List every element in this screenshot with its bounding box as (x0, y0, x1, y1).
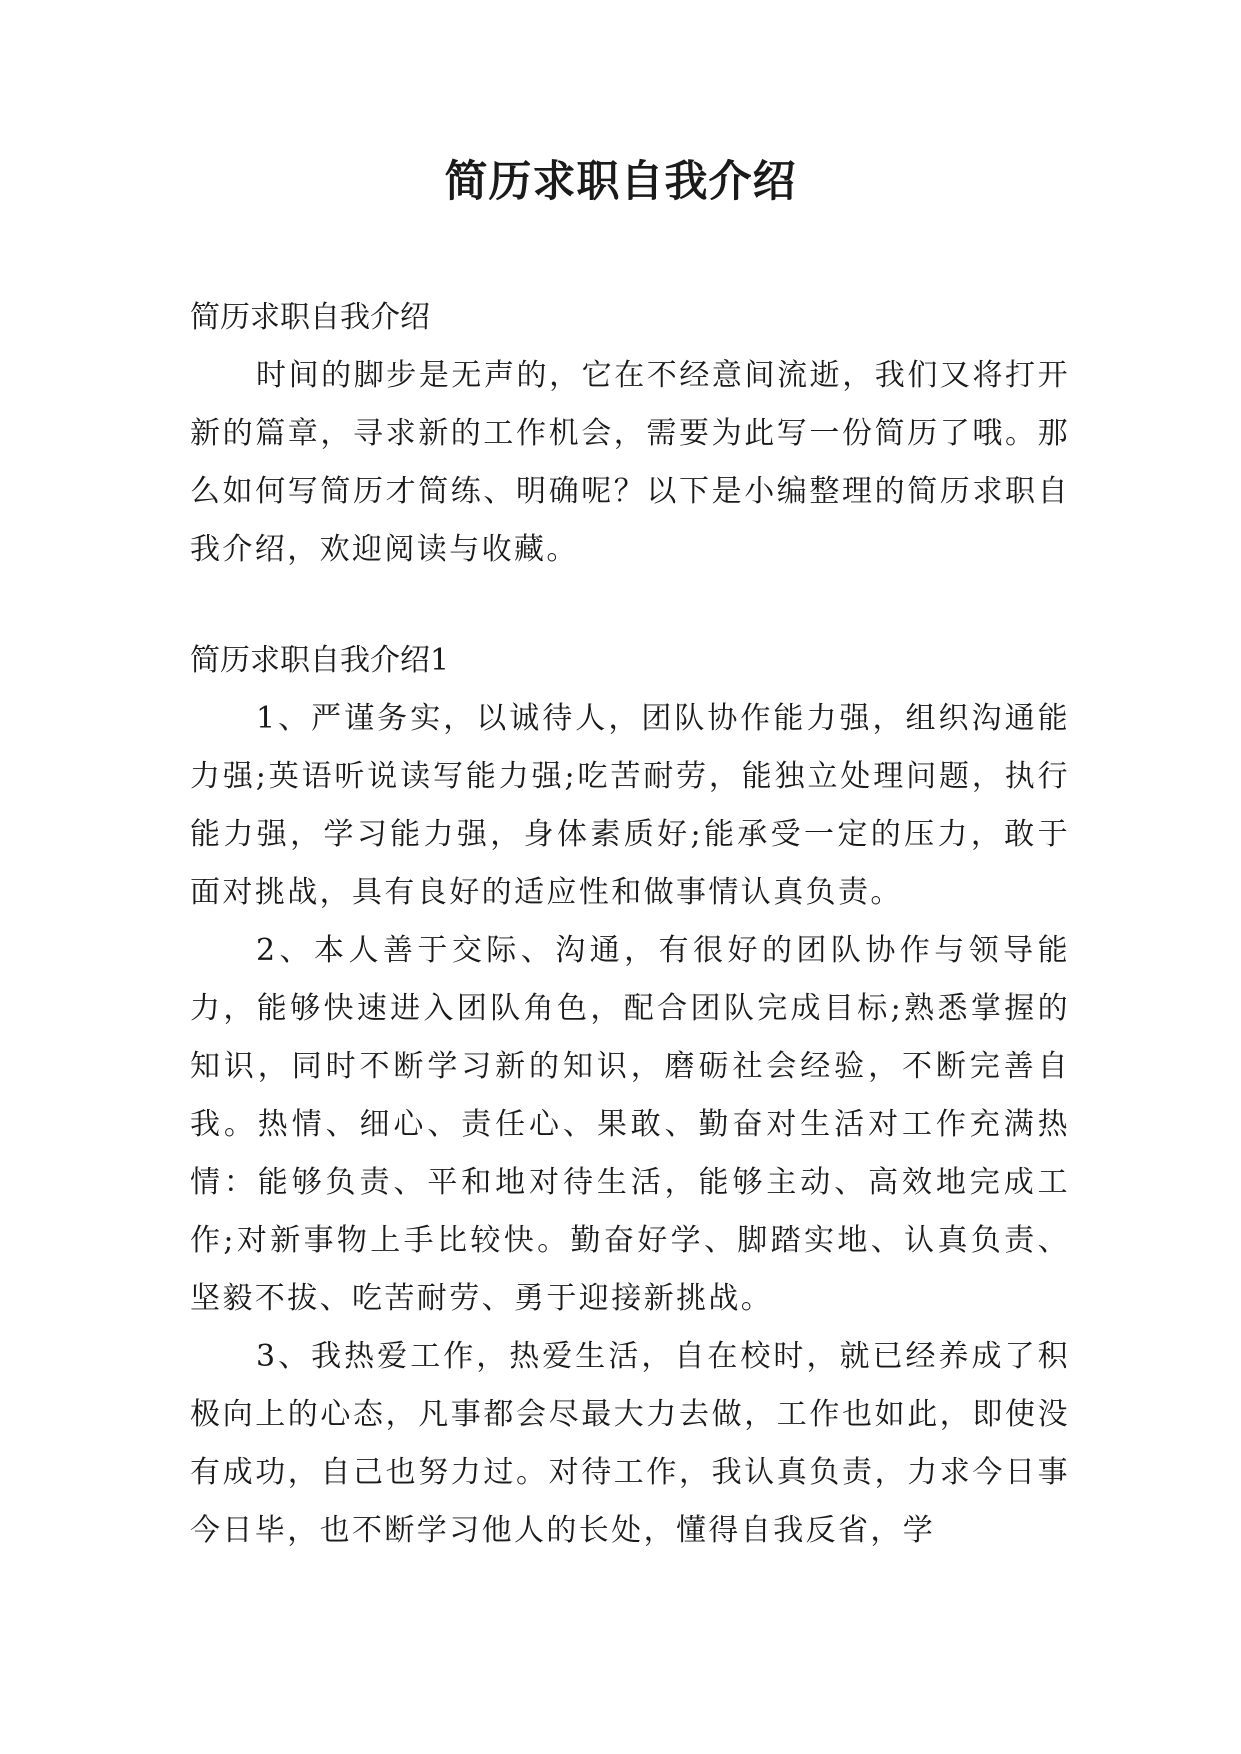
intro-paragraph: 时间的脚步是无声的，它在不经意间流逝，我们又将打开新的篇章，寻求新的工作机会，需要为此写一份简历了哦。那么如何写简历才简练、明确呢？以下是小编整理的简历求职自我介绍，欢迎阅读与收藏。 (190, 358, 1070, 567)
section-1-item-2: 2、本人善于交际、沟通，有很好的团队协作与领导能力，能够快速进入团队角色，配合团队完成目标;熟悉掌握的知识，同时不断学习新的知识，磨砺社会经验，不断完善自我。热情、细心、责任心、果敢、勤奋对生活对工作充满热情：能够负责、平和地对待生活，能够主动、高效地完成工作;对新事物上手比较快。勤奋好学、脚踏实地、认真负责、坚毅不拔、吃苦耐劳、勇于迎接新挑战。 (190, 933, 1070, 1316)
document-title: 简历求职自我介绍 (444, 157, 797, 207)
intro-section (190, 289, 1070, 579)
section-1-heading: 简历求职自我介绍1 (190, 643, 450, 678)
intro-heading: 简历求职自我介绍 (190, 300, 430, 335)
section-1-item-1: 1、严谨务实，以诚待人，团队协作能力强，组织沟通能力强;英语听说读写能力强;吃苦耐劳，能独立处理问题，执行能力强，学习能力强，身体素质好;能承受一定的压力，敢于面对挑战，具有良好的适应性和做事情认真负责。 (190, 701, 1070, 910)
section-1 (190, 632, 1070, 1560)
section-1-item-3: 3、我热爱工作，热爱生活，自在校时，就已经养成了积极向上的心态，凡事都会尽最大力去做，工作也如此，即使没有成功，自己也努力过。对待工作，我认真负责，力求今日事今日毕，也不断学习他人的长处，懂得自我反省，学 (190, 1339, 1070, 1548)
